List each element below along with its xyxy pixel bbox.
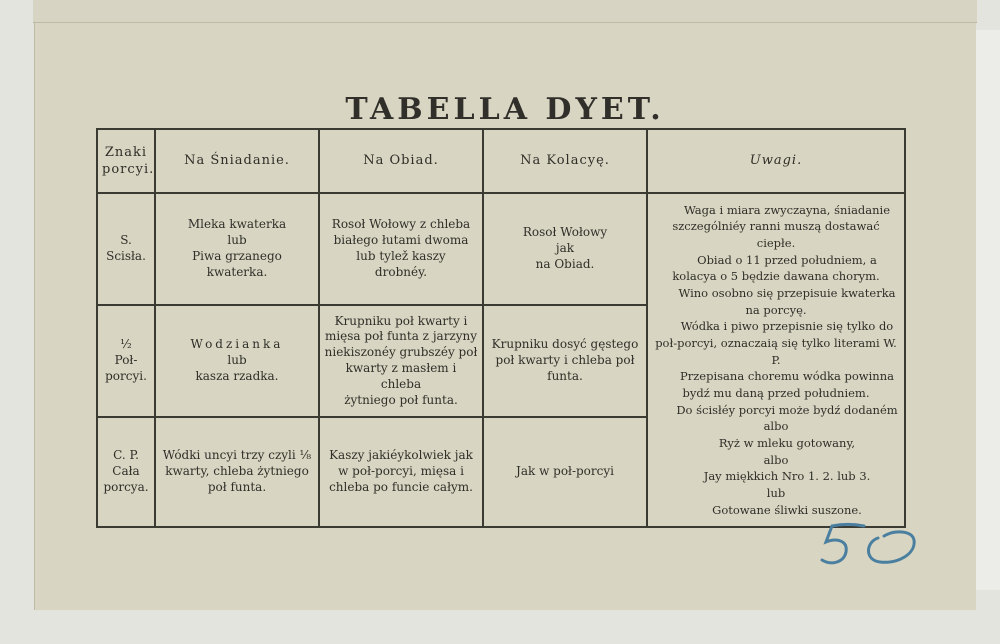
supper-cell [483,305,647,417]
header-breakfast: Na Śniadanie. [155,129,319,193]
breakfast-line: kwarty, chleba żytniego [165,464,309,479]
dinner-line: lub tylež kaszy [356,249,446,263]
dinner-line: chleba po funcie całym. [329,479,473,494]
dinner-line: żytniego poł funta. [344,392,458,407]
portion-code: C. P. [113,448,139,463]
breakfast-line: Wódki uncyi trzy czyli ⅛ [162,448,312,463]
breakfast-line: Mleka kwaterka [187,217,287,232]
table-header-row [97,129,905,193]
supper-cell [483,417,647,527]
supper-line: jak [555,241,575,256]
dinner-cell [319,417,483,527]
table-row [97,193,905,305]
remark-line: Do ścisłéy porcyi może bydź dodaném albo [676,402,898,434]
portion-name: Poł- [114,353,138,368]
portion-name: porcyi. [105,368,147,383]
portion-name: Cała [112,464,140,479]
dinner-cell [319,193,483,305]
diet-table [96,128,906,528]
breakfast-line: Wodzianka [190,337,284,352]
dinner-line: Kaszy jakiéykolwiek jak [329,448,473,463]
supper-line: na Obiad. [535,256,595,271]
dinner-line: drobnéy. [374,264,428,279]
portion-code: ½ [120,337,132,352]
header-remarks: Uwagi. [647,129,905,193]
header-portion-codes: Znaki porcyi. [97,129,155,193]
dinner-cell [319,305,483,417]
supper-line: Jak w poł-porcyi [516,464,614,479]
breakfast-line: lub [227,353,247,368]
dinner-line: kwarty z masłem i chleba [345,361,457,391]
portion-code-cell [97,305,155,417]
remark-line: Jay miękkich Nro 1. 2. lub 3. [703,469,871,484]
remark-line: Wódka i piwo przepisnie się tylko do poł-porcyi, oznaczaią się tylko literami W. P. [655,319,897,367]
remarks-cell [647,193,905,527]
dinner-line: w poł-porcyi, mięsa i [338,464,464,479]
header-supper: Na Kolacyę. [483,129,647,193]
supper-line: funta. [547,368,583,383]
portion-code: S. [120,233,132,248]
breakfast-cell [155,417,319,527]
portion-name: porcya. [103,479,149,494]
remark-line: albo [763,452,789,467]
supper-line: poł kwarty i chleba poł [495,353,635,368]
breakfast-cell [155,193,319,305]
remark-line: lub [766,486,786,501]
breakfast-cell [155,305,319,417]
breakfast-line: Piwa grzanego [192,249,282,263]
remark-line: Waga i miara zwyczayna, śniadanie szczególniéy ranni muszą dostawać ciepłe. [672,202,891,250]
remark-line: Przepisana choremu wódka powinna bydź mu daną przed południem. [680,369,894,400]
page-title: TABELLA DYET. [345,92,665,127]
background-strip [976,30,1000,590]
previous-page-edge [33,0,977,23]
breakfast-line: kasza rzadka. [195,368,279,383]
dinner-line: mięsa poł funta z jarzyny [324,329,478,344]
handwritten-page-number [818,520,928,570]
remark-line: Ryż w mleku gotowany, [718,436,856,451]
dinner-line: Krupniku poł kwarty i [334,313,468,328]
dinner-line: Rosoł Wołowy z chleba [331,217,471,232]
supper-line: Rosoł Wołowy [522,225,608,240]
portion-code-cell [97,417,155,527]
breakfast-line: kwaterka. [206,264,268,279]
supper-cell [483,193,647,305]
remark-line: Wino osobno się przepisuie kwaterka na porcyę. [678,285,896,317]
breakfast-line: lub [227,233,247,248]
supper-line: Krupniku dosyć gęstego [491,337,639,352]
portion-name: Scisła. [106,249,146,263]
dinner-line: niekiszonéy grubszéy poł [324,345,478,360]
portion-code-cell [97,193,155,305]
header-dinner: Na Obiad. [319,129,483,193]
breakfast-line: poł funta. [207,479,267,494]
dinner-line: białego łutami dwoma [333,233,469,248]
remark-line: Obiad o 11 przed południem, a kolacya o 5 będzie dawana chorym. [672,252,880,284]
remark-line: Gotowane śliwki suszone. [712,502,862,517]
